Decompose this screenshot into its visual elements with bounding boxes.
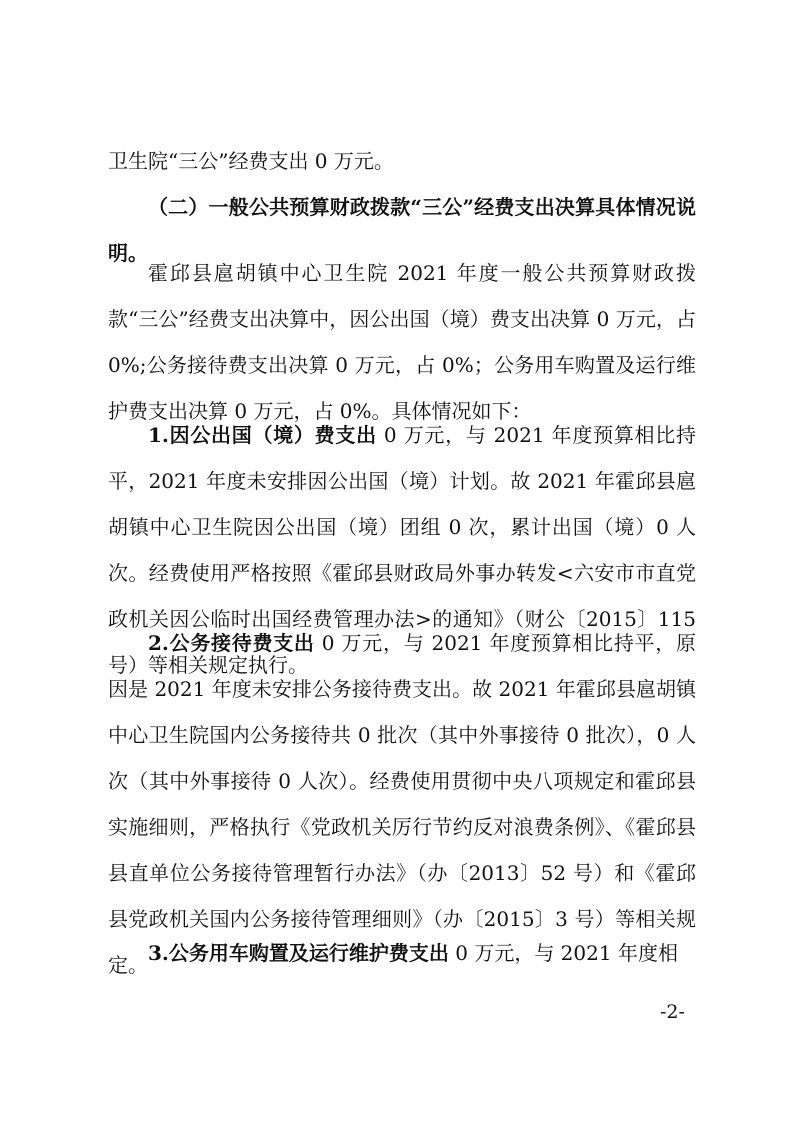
paragraph-vehicle — [108, 930, 696, 976]
reception-text: 0 万元，与 2021 年度预算相比持平，原因是 2021 年度未安排公务接待费支出。故 2021 年霍邱县扈胡镇中心卫生院国内公务接待共 0 批次（其中外事接待 0 批次），0 人次（其中外事接待 0 人次）。经费使用贯彻中央八项规定和霍邱县实施细则，严格执行《党政机关厉行节约反对浪费条例》、《霍邱县县直单位公务接待管理暂行办法》（办〔2013〕52 号）和《霍邱县党政机关国内公务接待管理细则》（办〔2015〕3 号）等相关规定。 — [108, 631, 696, 977]
overseas-text: 0 万元，与 2021 年度预算相比持平，2021 年度未安排因公出国（境）计划。故 2021 年霍邱县扈胡镇中心卫生院因公出国（境）团组 0 次，累计出国（境）0 人次。经费使用严格按照《霍邱县财政局外事办转发<六安市市直党政机关因公临时出国经费管理办法>的通知》（财公〔2015〕115号）等相关规定执行。 — [108, 423, 696, 677]
document-page — [108, 0, 696, 1122]
paragraph-1 — [108, 138, 696, 184]
vehicle-lead: 3.公务用车购置及运行维护费支出 — [148, 941, 449, 965]
paragraph-1-text: 卫生院“三公”经费支出 0 万元。 — [108, 149, 394, 173]
paragraph-summary-text: 霍邱县扈胡镇中心卫生院 2021 年度一般公共预算财政拨款“三公”经费支出决算中，因公出国（境）费支出决算 0 万元，占 0%;公务接待费支出决算 0 万元，占 0%；公务用车购置及运行维护费支出决算 0 万元，占 0%。具体情况如下： — [108, 261, 696, 423]
vehicle-text: 0 万元，与 2021 年度相 — [448, 941, 678, 965]
reception-lead: 2.公务接待费支出 — [148, 631, 315, 655]
paragraph-summary — [108, 250, 696, 434]
overseas-lead: 1.因公出国（境）费支出 — [148, 423, 377, 447]
page-number: -2- — [660, 1001, 685, 1023]
section-heading-text: （二）一般公共预算财政拨款“三公”经费支出决算具体情况说明。 — [108, 195, 696, 265]
